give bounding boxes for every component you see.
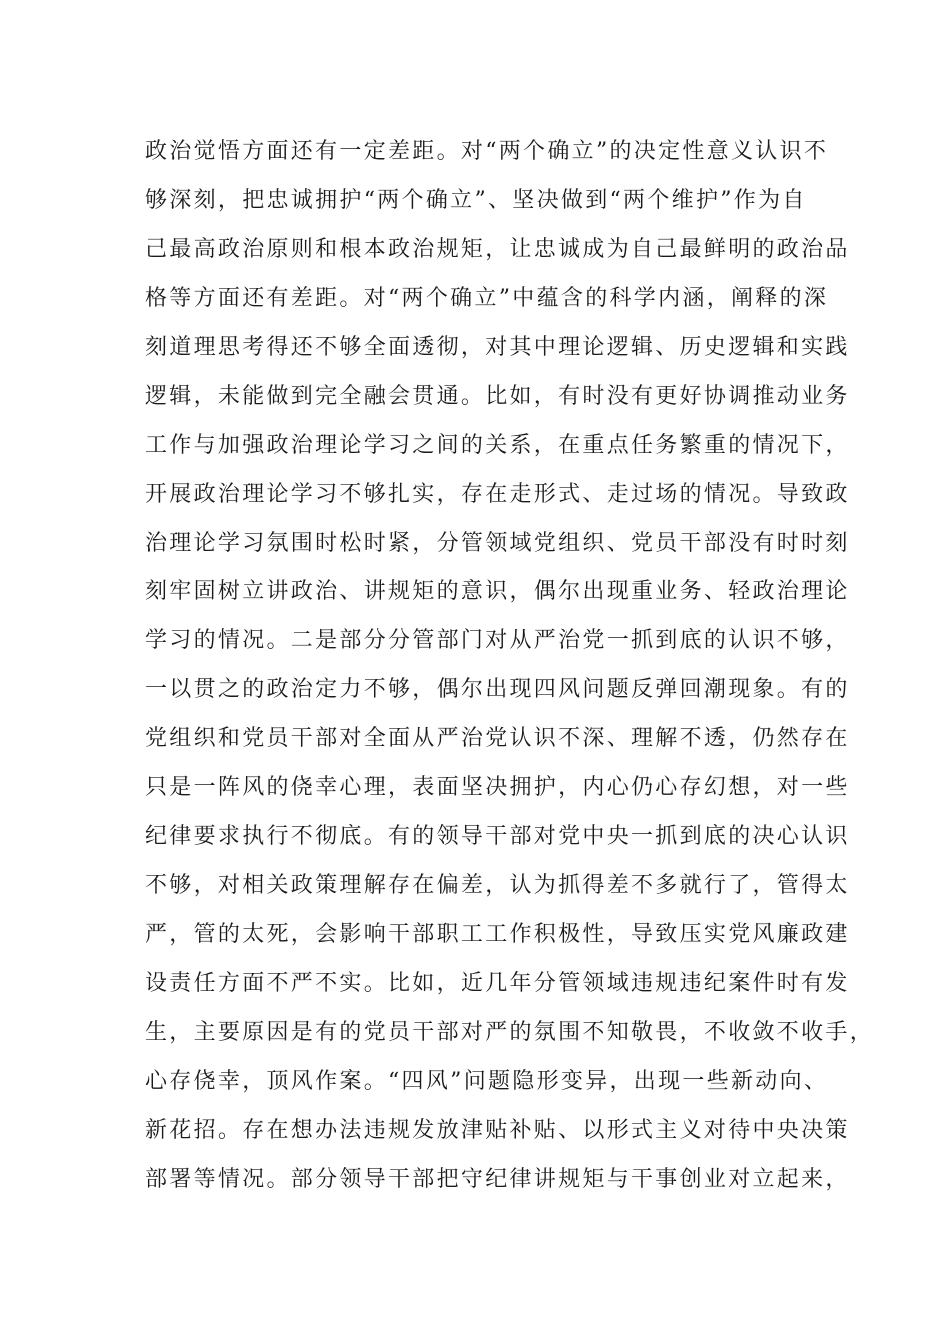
text-line: 格等方面还有差距。对“两个确立”中蕴含的科学内涵，阐释的深 — [145, 285, 829, 311]
text-line: 纪律要求执行不彻底。有的领导干部对党中央一抓到底的决心认识 — [145, 824, 850, 850]
text-line: 学习的情况。二是部分分管部门对从严治党一抓到底的认识不够， — [145, 628, 850, 654]
text-line: 够深刻，把忠诚拥护“两个确立”、坚决做到“两个维护”作为自 — [145, 187, 807, 213]
text-line: 政治觉悟方面还有一定差距。对“两个确立”的决定性意义认识不 — [145, 139, 829, 164]
text-line: 新花招。存在想办法违规发放津贴补贴、以形式主义对待中央决策 — [145, 1117, 850, 1143]
text-line: 党组织和党员干部对全面从严治党认识不深、理解不透，仍然存在 — [145, 726, 850, 752]
text-line: 部署等情况。部分领导干部把守纪律讲规矩与干事创业对立起来， — [145, 1166, 850, 1192]
text-line: 只是一阵风的侥幸心理，表面坚决拥护，内心仍心存幻想，对一些 — [145, 775, 850, 801]
text-line: 治理论学习氛围时松时紧，分管领域党组织、党员干部没有时时刻 — [145, 530, 850, 556]
text-line: 刻牢固树立讲政治、讲规矩的意识，偶尔出现重业务、轻政治理论 — [145, 579, 850, 605]
text-line: 设责任方面不严不实。比如，近几年分管领域违规违纪案件时有发 — [145, 970, 850, 996]
text-line: 不够，对相关政策理解存在偏差，认为抓得差不多就行了，管得太 — [145, 873, 850, 899]
text-line: 己最高政治原则和根本政治规矩，让忠诚成为自己最鲜明的政治品 — [145, 236, 850, 262]
text-line: 工作与加强政治理论学习之间的关系，在重点任务繁重的情况下， — [145, 432, 850, 458]
text-line: 开展政治理论学习不够扎实，存在走形式、走过场的情况。导致政 — [145, 481, 850, 507]
text-line: 刻道理思考得还不够全面透彻，对其中理论逻辑、历史逻辑和实践 — [145, 334, 850, 360]
body-text — [145, 128, 875, 1205]
text-line: 生，主要原因是有的党员干部对严的氛围不知敬畏，不收敛不收手， — [145, 1019, 875, 1045]
text-line: 心存侥幸，顶风作案。“四风”问题隐形变异，出现一些新动向、 — [145, 1068, 829, 1094]
text-line: 逻辑，未能做到完全融会贯通。比如，有时没有更好协调推动业务 — [145, 383, 850, 409]
text-line: 一以贯之的政治定力不够，偶尔出现四风问题反弹回潮现象。有的 — [145, 677, 850, 703]
text-line: 严，管的太死，会影响干部职工工作积极性，导致压实党风廉政建 — [145, 922, 850, 947]
